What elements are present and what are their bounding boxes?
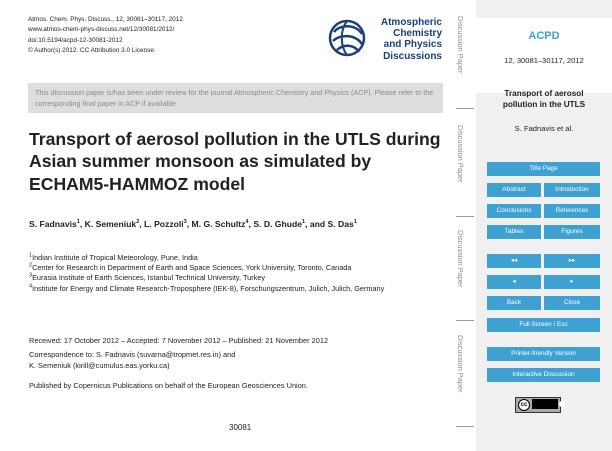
panel-short-title: Transport of aerosol pollution in the UTLS <box>502 89 586 109</box>
author: L. Pozzoli <box>144 219 184 229</box>
affiliations <box>29 253 449 294</box>
divider <box>456 108 474 109</box>
journal-url[interactable]: www.atmos-chem-phys-discuss.net/12/30081/2012/ <box>28 26 175 34</box>
first-page-icon[interactable]: ◂◂ <box>487 254 541 268</box>
conclusions-button[interactable]: Conclusions <box>487 204 541 218</box>
panel-author: S. Fadnavis et al. <box>514 124 574 133</box>
previous-icon[interactable]: ◂ <box>487 275 541 289</box>
page-number: 30081 <box>229 423 252 432</box>
next-icon[interactable]: ▸ <box>544 275 600 289</box>
panel-pages: 12, 30081–30117, 2012 <box>504 56 584 65</box>
last-page-icon[interactable]: ▸▸ <box>544 254 600 268</box>
author: S. Fadnavis <box>29 219 77 229</box>
title-page-button[interactable]: Title Page <box>487 162 600 176</box>
references-button[interactable]: References <box>544 204 600 218</box>
affiliation: $^1$Indian Institute of Tropical Meteorology, Pune, India <box>29 252 198 262</box>
doi[interactable]: doi:10.5194/acpd-12-30081-2012 <box>28 36 123 44</box>
panel-journal-title: ACPD <box>528 30 560 42</box>
author-list: S. Fadnavis$^1$, K. Semeniuk$^2$, L. Pozzoli$^3$, M. G. Schultz$^4$, S. D. Ghude$^1$, and S. Das$^1$ <box>29 219 357 229</box>
side-label: Discussion Paper <box>456 335 465 393</box>
side-label: Discussion Paper <box>456 230 465 288</box>
correspondence: Correspondence to: S. Fadnavis (suvarna@tropmet.res.in) and K. Semeniuk (kirill@cumulus.eas.yorku.ca) <box>29 350 236 370</box>
publisher-line: Published by Copernicus Publications on behalf of the European Geosciences Union. <box>29 381 308 390</box>
printer-friendly-button[interactable]: Printer-friendly Version <box>487 347 600 361</box>
review-notice-text: This discussion paper is/has been under review for the journal Atmospheric Chemistry and Physics (ACP). Please refer to the corresponding final paper in ACP if available. <box>35 88 434 108</box>
dates-line: Received: 17 October 2012 – Accepted: 7 November 2012 – Published: 21 November 2012 <box>29 336 329 345</box>
author: K. Semeniuk <box>84 219 137 229</box>
affiliation: $^2$Center for Research in Department of Earth and Space Sciences, York University, Toronto, Canada <box>29 262 352 273</box>
acp-logo-text: Atmospheric Chemistry and Physics Discussions <box>380 17 442 62</box>
affiliation: $^3$Eurasia Institute of Earth Sciences, Istanbul Technical University, Turkey <box>29 272 265 283</box>
author: S. D. Ghude <box>253 219 303 229</box>
interactive-discussion-button[interactable]: Interactive Discussion <box>487 368 600 382</box>
license: © Author(s) 2012. CC Attribution 3.0 License. <box>28 46 156 54</box>
creative-commons-icon[interactable]: cc <box>515 397 561 413</box>
back-button[interactable]: Back <box>487 296 541 310</box>
paper-title: Transport of aerosol pollution in the UTLS during Asian summer monsoon as simulated by ECHAM5-HAMMOZ model <box>29 129 441 194</box>
close-button[interactable]: Close <box>544 296 600 310</box>
side-label: Discussion Paper <box>456 125 465 183</box>
abstract-button[interactable]: Abstract <box>487 183 541 197</box>
figures-button[interactable]: Figures <box>544 225 600 239</box>
journal-metadata <box>28 15 183 56</box>
full-screen-button[interactable]: Full Screen / Esc <box>487 318 600 332</box>
author: S. Das <box>327 219 354 229</box>
author: M. G. Schultz <box>191 219 246 229</box>
tables-button[interactable]: Tables <box>487 225 541 239</box>
affiliation: $^4$Institute for Energy and Climate Research-Troposphere (IEK-8), Forschungszentrum, Julich, Julich, Germany <box>29 283 385 293</box>
divider <box>456 426 474 427</box>
side-label: Discussion Paper <box>456 16 465 74</box>
divider <box>456 216 474 217</box>
divider <box>456 320 474 321</box>
review-notice <box>28 83 443 113</box>
journal-citation: Atmos. Chem. Phys. Discuss., 12, 30081–30117, 2012 <box>28 16 183 23</box>
introduction-button[interactable]: Introduction <box>544 183 600 197</box>
